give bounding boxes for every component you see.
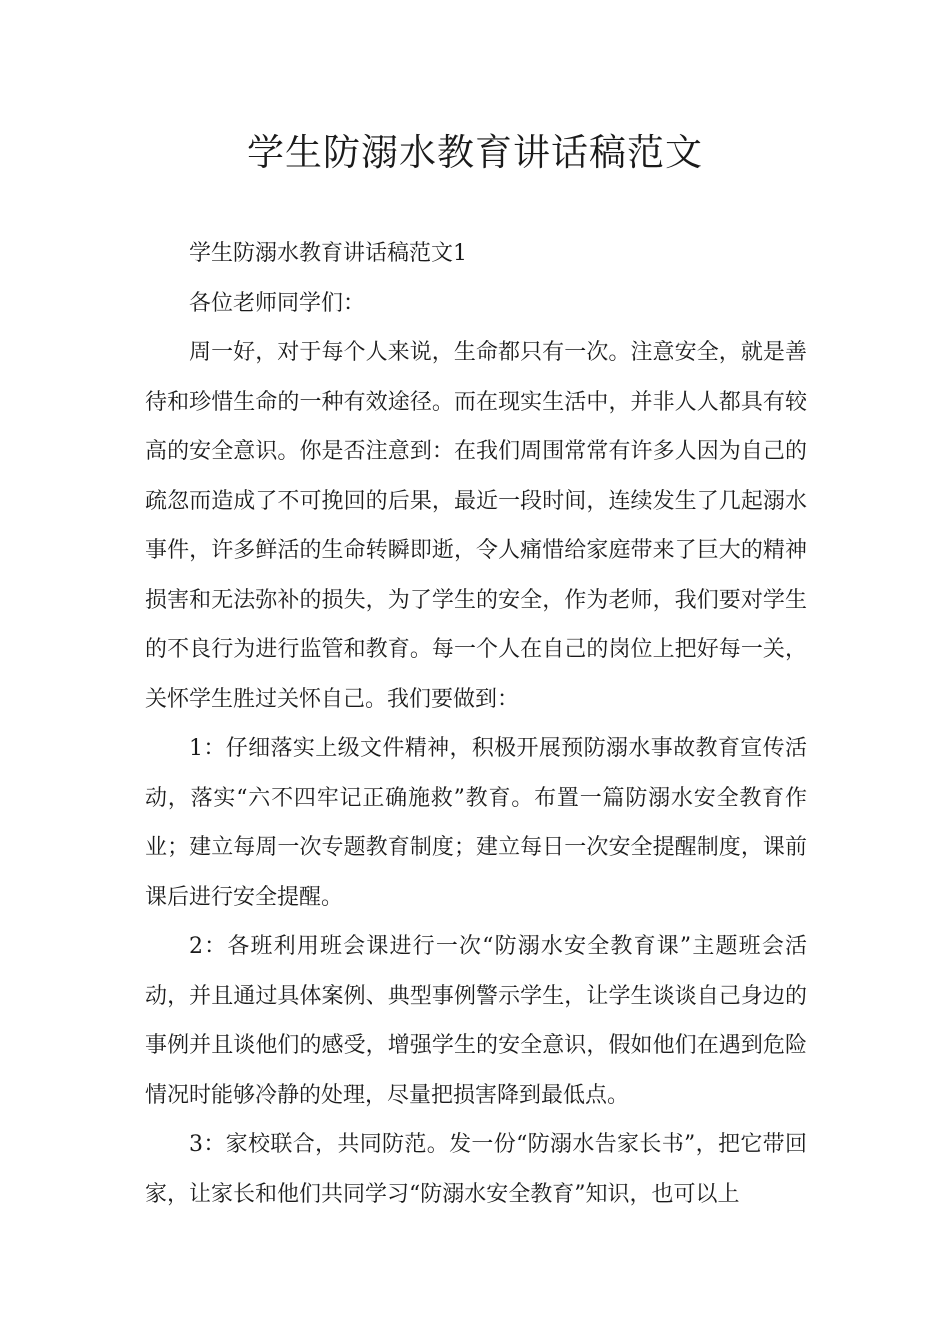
- paragraph-item-2: 2：各班利用班会课进行一次“防溺水安全教育课”主题班会活动，并且通过具体案例、典型事例警示学生，让学生谈谈自己身边的事例并且谈他们的感受，增强学生的安全意识，假如他们在遇到危险情况时能够冷静的处理，尽量把损害降到最低点。: [145, 934, 807, 1108]
- paragraph-item-3: 3：家校联合，共同防范。发一份“防溺水告家长书”，把它带回家，让家长和他们共同学习“防溺水安全教育”知识，也可以上: [145, 1132, 807, 1207]
- document-title: 学生防溺水教育讲话稿范文: [247, 131, 703, 174]
- paragraph-greeting: 各位老师同学们：: [189, 290, 366, 316]
- paragraph-intro: 周一好，对于每个人来说，生命都只有一次。注意安全，就是善待和珍惜生命的一种有效途径。而在现实生活中，并非人人都具有较高的安全意识。你是否注意到：在我们周围常常有许多人因为自己的疏忽而造成了不可挽回的后果，最近一段时间，连续发生了几起溺水事件，许多鲜活的生命转瞬即逝，令人痛惜给家庭带来了巨大的精神损害和无法弥补的损失，为了学生的安全，作为老师，我们要对学生的不良行为进行监管和教育。每一个人在自己的岗位上把好每一关，关怀学生胜过关怀自己。我们要做到：: [145, 340, 807, 712]
- document-body: [145, 229, 807, 1219]
- paragraph-item-1: 1：仔细落实上级文件精神，积极开展预防溺水事故教育宣传活动，落实“六不四牢记正确施救”教育。布置一篇防溺水安全教育作业；建立每周一次专题教育制度；建立每日一次安全提醒制度，课前课后进行安全提醒。: [145, 736, 807, 910]
- paragraph-subtitle: 学生防溺水教育讲话稿范文1: [189, 241, 467, 266]
